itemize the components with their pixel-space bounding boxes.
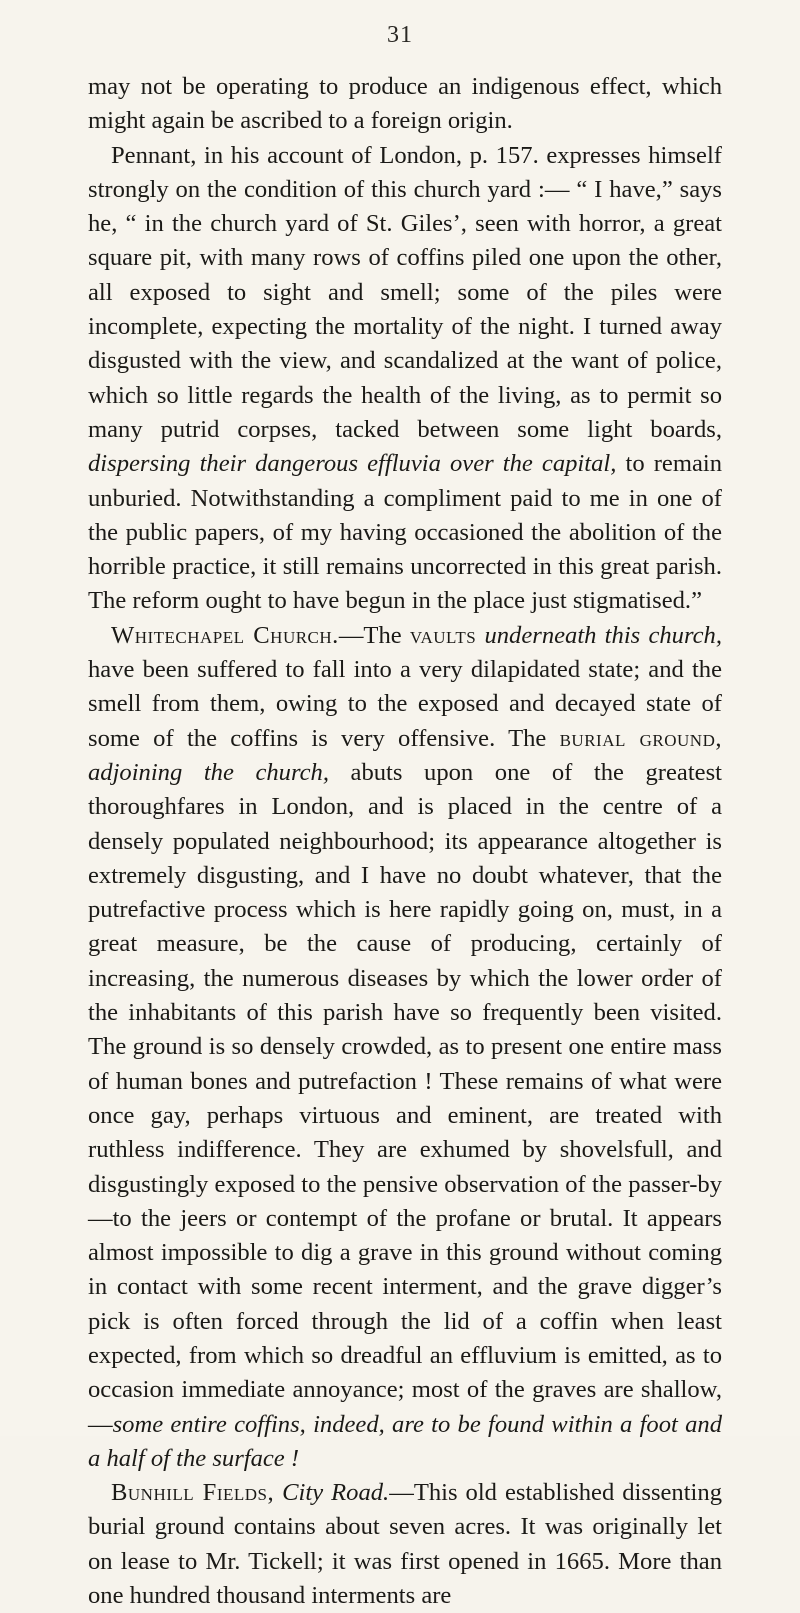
paragraph-text: abuts upon one of the greatest thoroughfares in London, and is placed in the centre of a densely populated neighbourhood; its appearance altogether is extremely disgusting, and I have no doubt whatever, that the putrefactive process which is here rapidly going on, must, in a great measure, be the cause of producing, certainly of increasing, the numerous diseases by which the lower order of the inhabitants of this parish have so frequently been visited. The ground is so densely crowded, as to present one entire mass of human bones and putrefaction ! These remains of what were once gay, perhaps virtuous and eminent, are treated with ruthless indifference. They are exhumed by shovelsfull, and disgustingly exposed to the pensive observation of the passer-by—to the jeers or contempt of the profane or brutal. It appears almost impossible to dig a grave in this ground without coming in contact with some recent interment, and the grave digger’s pick is often forced through the lid of a coffin when least expected, from which so dreadful an effluvium is emitted, as to occasion immediate annoyance; most of the graves are shallow,— [88,758,722,1438]
page-number: 31 [387,22,413,48]
smallcaps-term: vaults [409,621,477,649]
paragraph-text: Pennant, in his account of London, p. 157. expresses himself strongly on the condition of this church yard :— “ I have,” says he, “ in the church yard of St. Giles’, seen with horror, a great square pit, with many rows of coffins piled one upon the other, all exposed to sight and smell; some of the piles were incomplete, expecting the mortality of the night. I turned away disgusted with the view, and scandalized at the want of police, which so little regards the health of the living, as to permit so many putrid corpses, tacked between some light boards, [88,141,722,443]
italic-phrase: some entire coffins, indeed, are to be found within a foot and a half of the surface ! [88,1410,722,1472]
paragraph-text: —The [338,621,410,649]
paragraph-text: —This old established dissenting burial ground contains about seven acres. It was originally let on lease to Mr. Tickell; it was first opened in 1665. More than one hundred thousand interments are [88,1479,722,1610]
italic-phrase: underneath this church, [484,621,722,649]
section-heading: Whitechapel Church. [111,621,339,649]
paragraph-bunhill [88,1476,722,1613]
paragraph-text: to remain unburied. Notwithstanding a compliment paid to me in one of the public papers, of my having occasioned the abolition of the horrible practice, it still remains uncorrected in this great parish. The reform ought to have begun in the place just stigmatised.” [88,450,722,615]
body-text [88,70,722,1613]
paragraph-pennant [88,139,722,619]
paragraph-continuation [88,70,722,139]
italic-phrase: dispersing their dangerous effluvia over the capital, [88,450,617,478]
paragraph-whitechapel [88,619,722,1476]
section-heading: Bunhill Fields, [111,1479,275,1507]
italic-phrase: City Road. [282,1479,390,1507]
paragraph-text: may not be operating to produce an indigenous effect, which might again be ascribed to a foreign origin. [88,73,722,135]
paragraph-text: have been suffered to fall into a very dilapidated state; and the smell from them, owing to the exposed and decayed state of some of the coffins is very offensive. The [88,656,722,752]
italic-phrase: adjoining the church, [88,758,329,786]
smallcaps-term: burial ground, [559,724,722,752]
paragraph-text [274,1479,282,1506]
